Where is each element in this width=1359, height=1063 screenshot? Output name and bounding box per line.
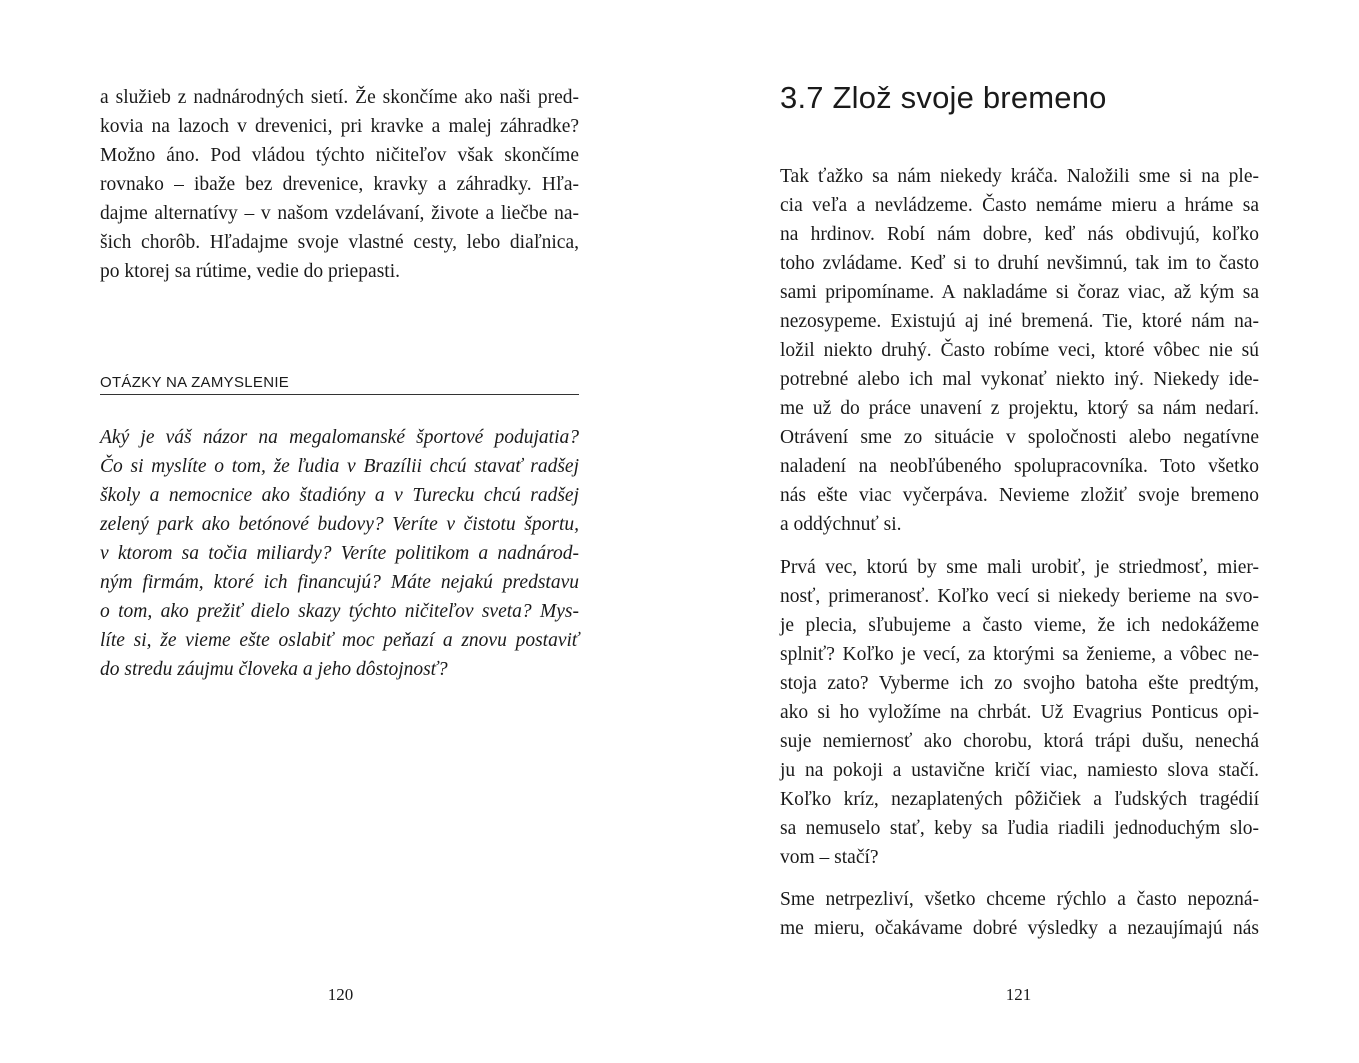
text-line: v ktorom sa točia miliardy? Veríte politikom a nadnárod- (100, 543, 579, 564)
text-line: nezosypeme. Existujú aj iné bremená. Tie, ktoré nám na- (780, 311, 1259, 332)
text-line: Tak ťažko sa nám niekedy kráča. Naložili sme si na ple- (780, 166, 1259, 187)
text-line: na hrdinov. Robí nám dobre, keď nás obdivujú, koľko (780, 224, 1259, 245)
chapter-title: 3.7 Zlož svoje bremeno (780, 80, 1107, 115)
text-line: potrebné alebo ich mal vykonať niekto iný. Niekedy ide- (780, 369, 1259, 390)
text-line: cia veľa a nevládzeme. Často nemáme mieru a hráme sa (780, 195, 1259, 216)
page-number-left: 120 (327, 985, 354, 1004)
text-line: sami pripomíname. A nakladáme si čoraz viac, až kým sa (780, 282, 1259, 303)
text-line: po ktorej sa rútime, vedie do priepasti. (100, 261, 401, 282)
text-line: Možno áno. Pod vládou týchto ničiteľov však skončíme (100, 145, 579, 166)
paragraph-1 (780, 162, 1259, 539)
paragraph-3 (780, 885, 1259, 943)
text-line: me mieru, očakávame dobré výsledky a nezaujímajú nás (780, 918, 1259, 939)
text-line: šich chorôb. Hľadajme svoje vlastné cesty, lebo diaľnica, (100, 232, 579, 253)
text-line: rovnako – ibaže bez drevenice, kravky a záhradky. Hľa- (100, 174, 579, 195)
text-line: líte si, že vieme ešte oslabiť moc peňazí a znovu postaviť (100, 630, 579, 651)
text-line: o tom, ako prežiť dielo skazy týchto ničiteľov sveta? Mys- (100, 601, 579, 622)
text-line: do stredu záujmu človeka a jeho dôstojnosť? (100, 659, 448, 680)
text-line: ako si ho vyložíme na chrbát. Už Evagrius Ponticus opi- (780, 702, 1259, 723)
text-line: nosť, primeranosť. Koľko vecí si niekedy berieme na svo- (780, 586, 1259, 607)
text-line: školy a nemocnice ako štadióny a v Turecku chcú radšej (100, 485, 579, 506)
text-line: stoja zato? Vyberme ich zo svojho batoha ešte predtým, (780, 673, 1259, 694)
section-heading: OTÁZKY NA ZAMYSLENIE (100, 374, 579, 395)
right-page (680, 0, 1359, 1063)
text-line: dajme alternatívy – v našom vzdelávaní, živote a liečbe na- (100, 203, 579, 224)
text-line: Koľko kríz, nezaplatených pôžičiek a ľudských tragédií (780, 789, 1259, 810)
text-line: me už do práce unavení z projektu, ktorý sa nám nedarí. (780, 398, 1259, 419)
page-number-right: 121 (1005, 985, 1032, 1004)
text-line: toho zvládame. Keď si to druhí nevšimnú, tak im to často (780, 253, 1259, 274)
text-line: a oddýchnuť si. (780, 514, 902, 535)
text-line: ným firmám, ktoré ich financujú? Máte nejakú predstavu (100, 572, 579, 593)
text-line: ložil niekto druhý. Často robíme veci, ktoré vôbec nie sú (780, 340, 1259, 361)
text-line: Sme netrpezliví, všetko chceme rýchlo a často nepozná- (780, 889, 1259, 910)
left-body-paragraph (100, 83, 579, 286)
text-line: kovia na lazoch v drevenici, pri kravke a malej záhradke? (100, 116, 579, 137)
text-line: Aký je váš názor na megalomanské športové podujatia? (100, 427, 579, 448)
text-line: Otrávení sme zo situácie v spoločnosti alebo negatívne (780, 427, 1259, 448)
text-line: splniť? Koľko je vecí, za ktorými sa ženieme, a vôbec ne- (780, 644, 1259, 665)
text-line: je plecia, sľubujeme a často vieme, že ich nedokážeme (780, 615, 1259, 636)
left-page (0, 0, 679, 1063)
text-line: Prvá vec, ktorú by sme mali urobiť, je striedmosť, mier- (780, 557, 1259, 578)
paragraph-2 (780, 553, 1259, 872)
text-line: zelený park ako betónové budovy? Veríte v čistotu športu, (100, 514, 579, 535)
text-line: nás ešte viac vyčerpáva. Nevieme zložiť svoje bremeno (780, 485, 1259, 506)
text-line: a služieb z nadnárodných sietí. Že skončíme ako naši pred- (100, 87, 579, 108)
text-line: sa nemuselo stať, keby sa ľudia riadili jednoduchým slo- (780, 818, 1259, 839)
text-line: vom – stačí? (780, 847, 879, 868)
questions-paragraph (100, 423, 579, 684)
text-line: Čo si myslíte o tom, že ľudia v Brazílii chcú stavať radšej (100, 456, 579, 477)
text-line: naladení na neobľúbeného spolupracovníka. Toto všetko (780, 456, 1259, 477)
text-line: suje nemiernosť ako chorobu, ktorá trápi dušu, nenechá (780, 731, 1259, 752)
text-line: ju na pokoji a ustavične kričí viac, namiesto slova stačí. (780, 760, 1259, 781)
